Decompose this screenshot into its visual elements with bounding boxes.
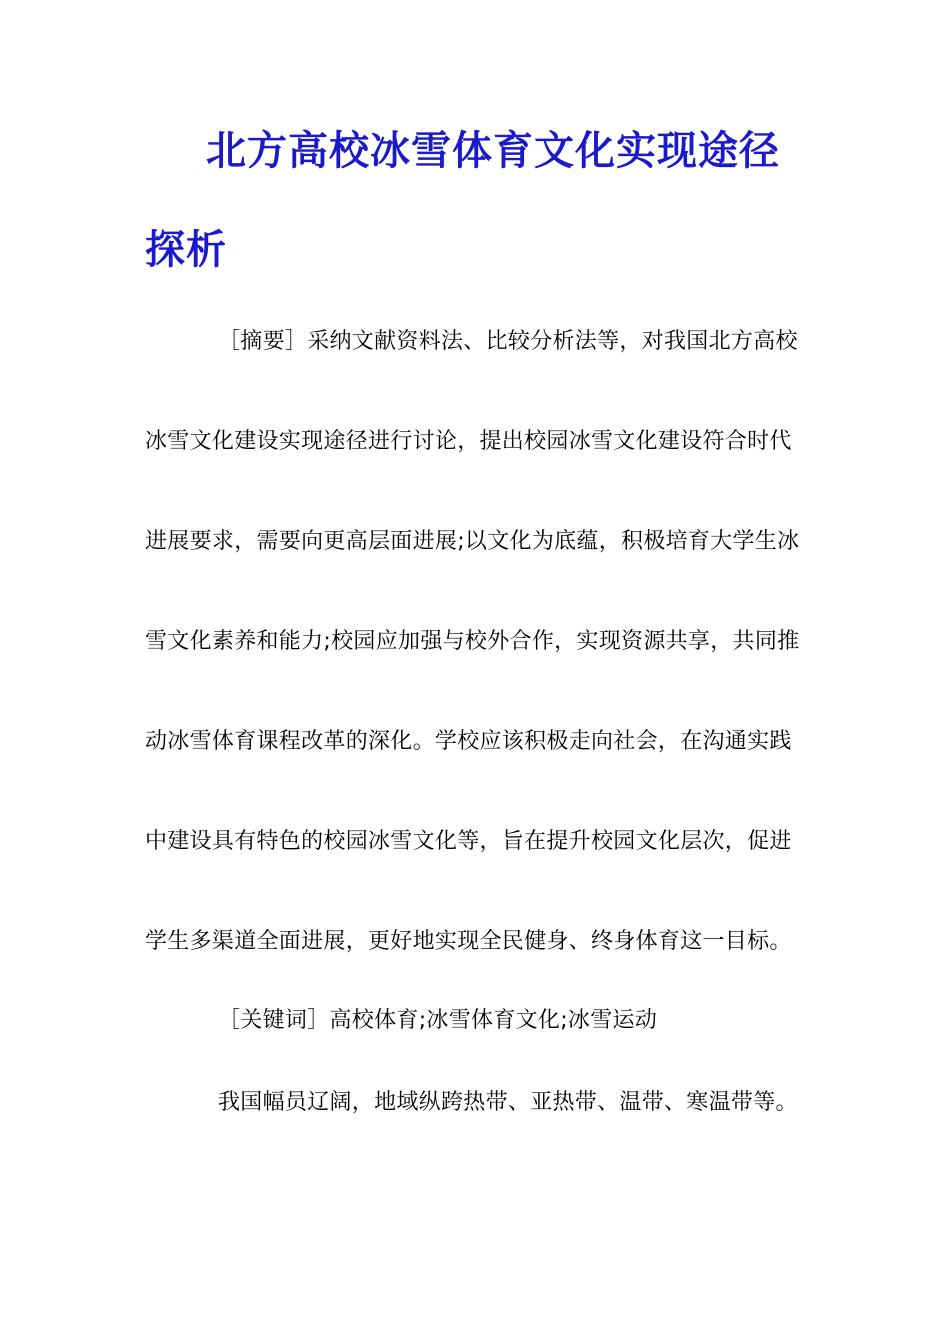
abstract-line-7: 学生多渠道全面进展，更好地实现全民健身、终身体育这一目标。 — [145, 929, 792, 954]
document-title-line-1: 北方高校冰雪体育文化实现途径 — [206, 127, 780, 174]
abstract-line-4: 雪文化素养和能力;校园应加强与校外合作，实现资源共享，共同推 — [145, 629, 800, 654]
body-paragraph-first-line: 我国幅员辽阔，地域纵跨热带、亚热带、温带、寒温带等。 — [218, 1090, 798, 1115]
document-title-line-2: 探析 — [145, 226, 227, 273]
abstract-line-6: 中建设具有特色的校园冰雪文化等，旨在提升校园文化层次，促进 — [145, 829, 792, 854]
abstract-line-1: ［摘要］采纳文献资料法、比较分析法等，对我国北方高校 — [218, 329, 798, 354]
abstract-line-5: 动冰雪体育课程改革的深化。学校应该积极走向社会，在沟通实践 — [145, 729, 792, 754]
abstract-line-3: 进展要求，需要向更高层面进展;以文化为底蕴，积极培育大学生冰 — [145, 529, 800, 554]
keywords-line: ［关键词］高校体育;冰雪体育文化;冰雪运动 — [218, 1008, 658, 1033]
abstract-line-2: 冰雪文化建设实现途径进行讨论，提出校园冰雪文化建设符合时代 — [145, 429, 792, 454]
